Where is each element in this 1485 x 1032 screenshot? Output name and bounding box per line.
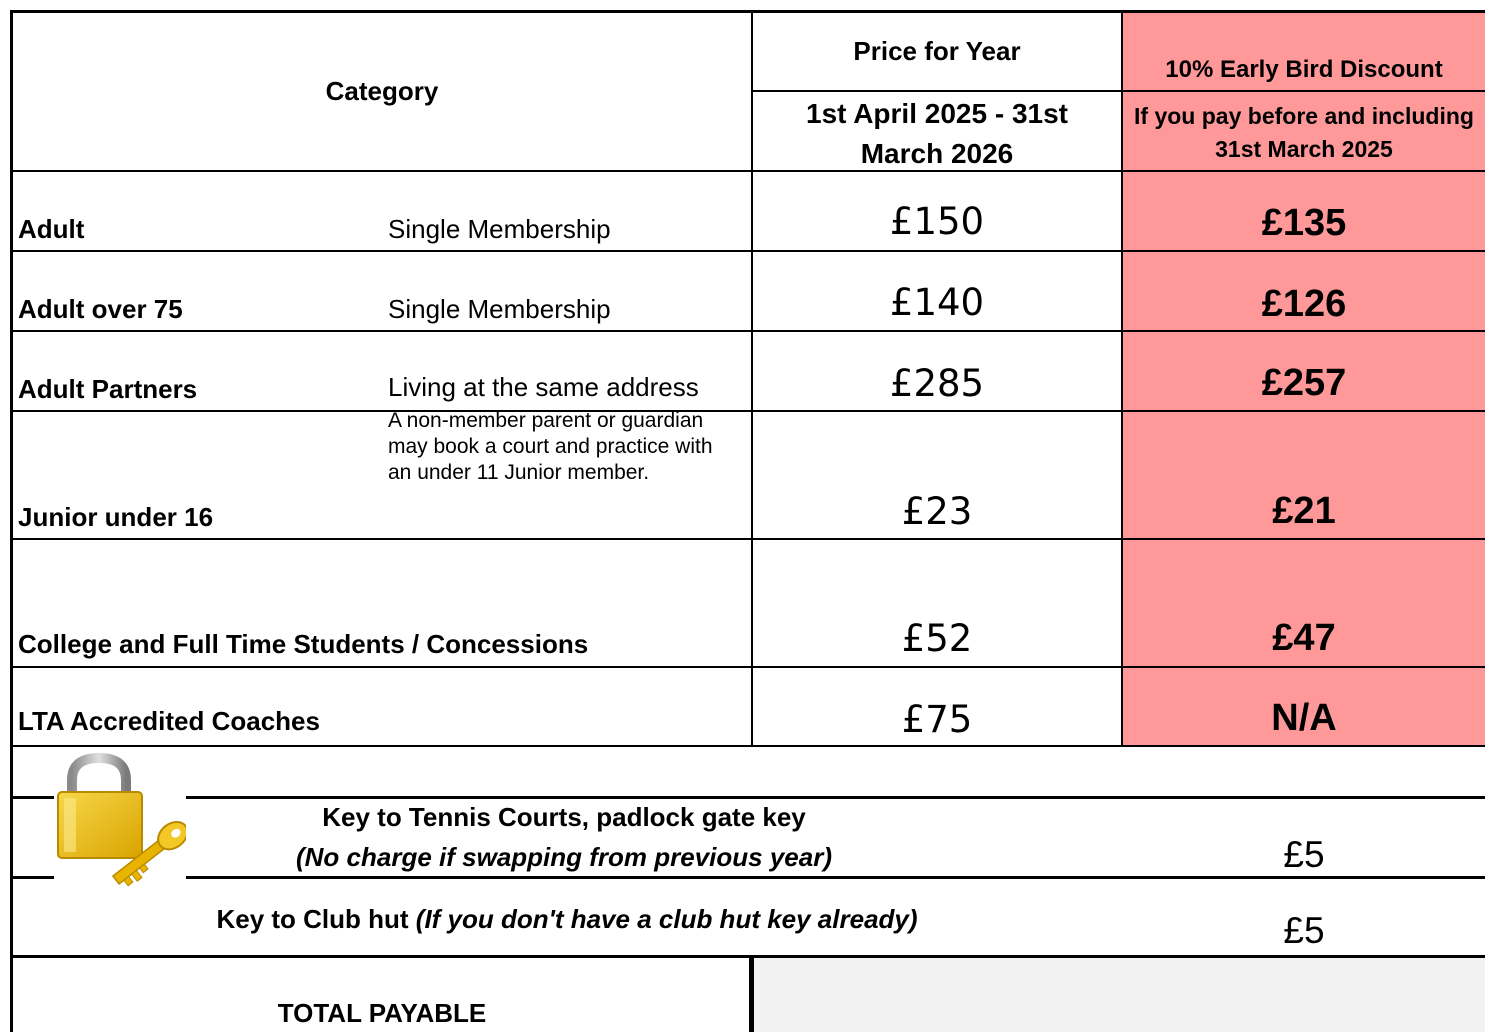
hut-key-text xyxy=(12,904,1122,935)
row-adult-over-75-price: £140 xyxy=(889,281,985,324)
padlock-key-icon xyxy=(54,752,186,890)
tennis-key-label: Key to Tennis Courts, padlock gate key xyxy=(322,802,806,832)
row-adult-description: Single Membership xyxy=(388,214,611,244)
total-payable-label: TOTAL PAYABLE xyxy=(277,998,487,1028)
row-coaches-discount: N/A xyxy=(1271,697,1337,739)
row-students-discount: £47 xyxy=(1272,617,1336,659)
row-adult-partners-category: Adult Partners xyxy=(18,374,198,404)
rule-header-mid xyxy=(752,90,1485,92)
rule-left xyxy=(10,10,13,1032)
row-coaches-price: £75 xyxy=(901,698,973,741)
header-price-for-year: Price for Year xyxy=(853,36,1021,66)
row-junior-discount: £21 xyxy=(1272,490,1336,532)
rule-key-left xyxy=(10,796,58,799)
hut-key-label: Key to Club hut xyxy=(216,904,409,934)
row-adult-partners-discount: £257 xyxy=(1261,362,1347,404)
header-discount-condition: If you pay before and including 31st March 2025 xyxy=(1134,103,1474,162)
row-students-category: College and Full Time Students / Concessions xyxy=(18,629,589,659)
row-adult-over-75-description: Single Membership xyxy=(388,294,611,324)
row-adult-over-75-discount: £126 xyxy=(1261,283,1347,325)
row-adult-category: Adult xyxy=(18,214,85,244)
rule-row-2 xyxy=(10,330,1485,332)
total-payable-value[interactable] xyxy=(754,958,1485,1032)
header-period: 1st April 2025 - 31st March 2026 xyxy=(806,98,1068,169)
row-students-price: £52 xyxy=(901,617,973,660)
rule-row-6 xyxy=(10,745,1485,747)
rule-row-1 xyxy=(10,250,1485,252)
header-category: Category xyxy=(325,76,439,106)
rule-key-mid-left xyxy=(10,876,58,879)
hut-key-price: £5 xyxy=(1283,910,1325,951)
rule-row-5 xyxy=(10,666,1485,668)
tennis-key-note: (No charge if swapping from previous year) xyxy=(296,842,832,872)
row-junior-description: A non-member parent or guardian may book a court and practice with an under 11 Junior member. xyxy=(388,409,713,484)
row-adult-over-75-category: Adult over 75 xyxy=(18,294,183,324)
tennis-key-price: £5 xyxy=(1283,834,1325,875)
rule-key-top xyxy=(185,796,1485,799)
hut-key-note: (If you don't have a club hut key already) xyxy=(415,904,918,934)
row-junior-category: Junior under 16 xyxy=(18,502,214,532)
row-adult-discount: £135 xyxy=(1261,202,1347,244)
row-junior-price: £23 xyxy=(901,490,973,533)
rule-key-mid xyxy=(185,876,1485,879)
rule-row-4 xyxy=(10,538,1485,540)
rule-header-bottom xyxy=(10,170,1485,172)
header-discount-title: 10% Early Bird Discount xyxy=(1165,56,1443,83)
row-adult-partners-description: Living at the same address xyxy=(388,372,699,402)
row-adult-partners-price: £285 xyxy=(889,362,985,405)
row-adult-price: £150 xyxy=(889,200,985,243)
rule-top xyxy=(10,10,1485,13)
row-coaches-category: LTA Accredited Coaches xyxy=(18,706,320,736)
rule-row-3 xyxy=(10,410,1485,412)
